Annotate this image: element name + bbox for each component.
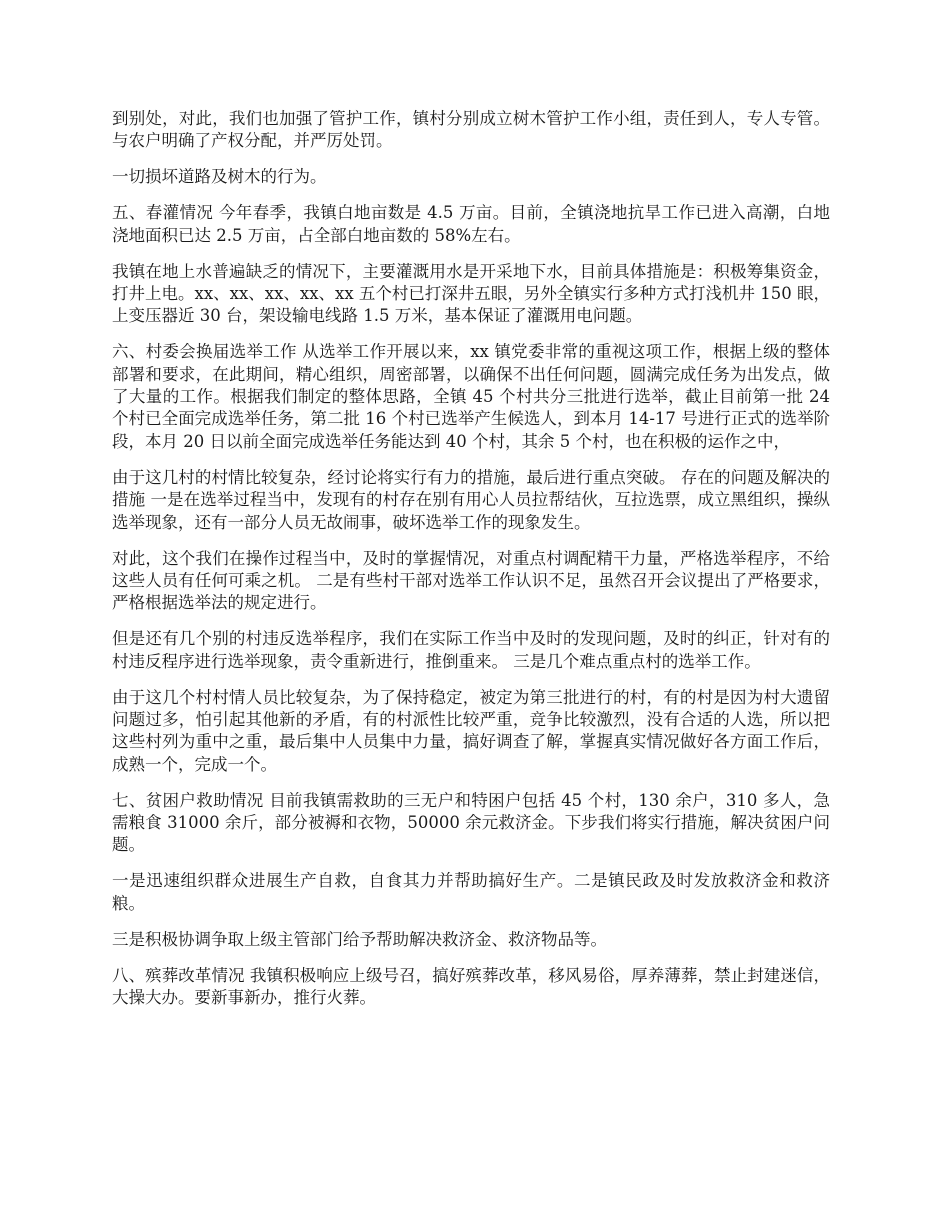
- paragraph: 一是迅速组织群众进展生产自救，自食其力并帮助搞好生产。二是镇民政及时发放救济金和救济粮。: [112, 871, 830, 913]
- paragraph: 对此，这个我们在操作过程当中，及时的掌握情况，对重点村调配精干力量，严格选举程序，不给这些人员有任何可乘之机。 二是有些村干部对选举工作认识不足，虽然召开会议提出了严格要求，严格根据选举法的规定进行。: [112, 548, 830, 613]
- paragraph: 一切损坏道路及树木的行为。: [112, 167, 327, 187]
- paragraph: 七、贫困户救助情况 目前我镇需救助的三无户和特困户包括 45 个村，130 余户，310 多人，急需粮食 31000 余斤，部分被褥和衣物，50000 余元救济金。下步我们将实行措施，解决贫困户问题。: [112, 790, 830, 855]
- document-body: [112, 108, 830, 1023]
- paragraph: 由于这几村的村情比较复杂，经讨论将实行有力的措施，最后进行重点突破。 存在的问题及解决的措施 一是在选举过程当中，发现有的村存在别有用心人员拉帮结伙，互拉选票，成立黑组织，操纵选举现象，还有一部分人员无故闹事，破坏选举工作的现象发生。: [112, 467, 830, 532]
- paragraph: 由于这几个村村情人员比较复杂，为了保持稳定，被定为第三批进行的村，有的村是因为村大遗留问题过多，怕引起其他新的矛盾，有的村派性比较严重，竞争比较激烈，没有合适的人选，所以把这些村列为重中之重，最后集中人员集中力量，搞好调查了解，掌握真实情况做好各方面工作后，成熟一个，完成一个。: [112, 687, 830, 774]
- paragraph: 三是积极协调争取上级主管部门给予帮助解决救济金、救济物品等。: [112, 929, 607, 949]
- paragraph: 但是还有几个别的村违反选举程序，我们在实际工作当中及时的发现问题，及时的纠正，针对有的村违反程序进行选举现象，责令重新进行，推倒重来。 三是几个难点重点村的选举工作。: [112, 629, 830, 671]
- paragraph: 我镇在地上水普遍缺乏的情况下，主要灌溉用水是开采地下水，目前具体措施是：积极筹集资金，打井上电。xx、xx、xx、xx、xx 五个村已打深井五眼，另外全镇实行多种方式打浅机井 150 眼，上变压器近 30 台，架设输电线路 1.5 万米，基本保证了灌溉用电问题。: [112, 261, 830, 326]
- paragraph: 到别处，对此，我们也加强了管护工作，镇村分别成立树木管护工作小组，责任到人，专人专管。与农户明确了产权分配，并严厉处罚。: [112, 109, 830, 151]
- paragraph: 六、村委会换届选举工作 从选举工作开展以来，xx 镇党委非常的重视这项工作，根据上级的整体部署和要求，在此期间，精心组织，周密部署，以确保不出任何问题，圆满完成任务为出发点，做了大量的工作。根据我们制定的整体思路，全镇 45 个村共分三批进行选举，截止目前第一批 24 个村已全面完成选举任务，第二批 16 个村已选举产生候选人，到本月 14-17 号进行正式的选举阶段，本月 20 日以前全面完成选举任务能达到 40 个村，其余 5 个村，也在积极的运作之中，: [112, 342, 830, 451]
- paragraph: 八、殡葬改革情况 我镇积极响应上级号召，搞好殡葬改革，移风易俗，厚养薄葬，禁止封建迷信，大操大办。要新事新办，推行火葬。: [112, 965, 830, 1007]
- paragraph: 五、春灌情况 今年春季，我镇白地亩数是 4.5 万亩。目前，全镇浇地抗旱工作已进入高潮，白地浇地面积已达 2.5 万亩，占全部白地亩数的 58%左右。: [112, 203, 830, 245]
